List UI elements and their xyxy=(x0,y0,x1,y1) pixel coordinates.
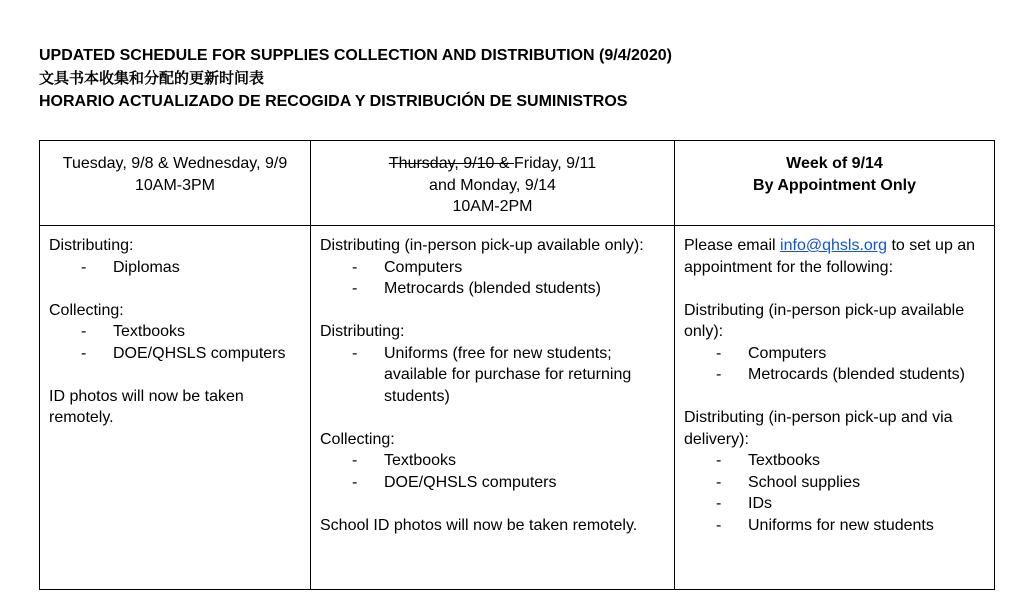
schedule-table xyxy=(39,140,995,590)
intro-text: Please email info@qhsls.org to set up an appointment for the following: xyxy=(684,237,976,276)
bullet-dash: - xyxy=(352,473,358,491)
bullet-dash: - xyxy=(352,258,358,276)
section-label: Collecting: xyxy=(320,430,395,448)
bullet-dash: - xyxy=(352,344,358,362)
bullet-dash: - xyxy=(352,280,358,297)
list-item: - Computers xyxy=(320,257,666,279)
list-item: - DOE/QHSLS computers xyxy=(49,343,302,365)
header-appointment: By Appointment Only xyxy=(753,176,916,194)
list-item: - Textbooks xyxy=(684,450,986,472)
content-cell-fri-mon xyxy=(311,226,675,590)
list-item: - Computers xyxy=(684,343,986,365)
bullet-dash: - xyxy=(352,452,358,469)
bullet-dash: - xyxy=(716,516,722,534)
list-item: - Textbooks xyxy=(49,321,302,343)
header-struck-thursday: Thursday, 9/10 & xyxy=(388,155,514,172)
list-item: - Textbooks xyxy=(320,450,666,472)
section-label: Distributing: xyxy=(320,323,405,340)
header-hours: 10AM-2PM xyxy=(452,198,533,215)
list-item: - Diplomas xyxy=(49,257,302,279)
email-link[interactable]: info@qhsls.org xyxy=(780,237,888,254)
bullet-dash: - xyxy=(81,258,87,276)
list-item: - Uniforms for new students xyxy=(684,515,986,537)
list-item: - DOE/QHSLS computers xyxy=(320,472,666,494)
list-item: - Metrocards (blended students) xyxy=(684,364,986,386)
section-label: Distributing (in-person pick-up available only): xyxy=(684,301,965,340)
bullet-dash: - xyxy=(716,344,722,362)
section-label: Collecting: xyxy=(49,301,124,319)
bullet-dash: - xyxy=(716,366,722,383)
header-row xyxy=(40,141,995,226)
header-cell-tue-wed xyxy=(40,141,311,226)
header-days xyxy=(311,153,674,175)
section-label: Distributing: xyxy=(49,237,134,254)
note-text: ID photos will now be taken remotely. xyxy=(49,387,244,426)
list-item: - IDs xyxy=(684,493,986,515)
content-cell-tue-wed xyxy=(40,226,311,590)
bullet-dash: - xyxy=(81,344,87,362)
list-item: - School supplies xyxy=(684,472,986,494)
bullet-dash: - xyxy=(716,452,722,469)
title-chinese: 文具书本收集和分配的更新时间表 xyxy=(39,69,265,87)
title-english: UPDATED SCHEDULE FOR SUPPLIES COLLECTION AND DISTRIBUTION (9/4/2020) xyxy=(39,47,672,64)
header-cell-week xyxy=(675,141,995,226)
title-spanish: HORARIO ACTUALIZADO DE RECOGIDA Y DISTRIBUCIÓN DE SUMINISTROS xyxy=(39,93,628,110)
header-cell-fri-mon xyxy=(311,141,675,226)
content-row xyxy=(40,226,995,590)
bullet-dash: - xyxy=(716,495,722,512)
header-days: Tuesday, 9/8 & Wednesday, 9/9 xyxy=(62,155,288,172)
section-label: Distributing (in-person pick-up available only): xyxy=(320,237,644,254)
bullet-dash: - xyxy=(81,323,87,340)
bullet-dash: - xyxy=(716,473,722,491)
list-item: - Uniforms (free for new students; available for purchase for returning students) xyxy=(320,343,666,408)
note-text: School ID photos will now be taken remotely. xyxy=(320,516,638,534)
header-hours: 10AM-3PM xyxy=(134,176,216,194)
header-week: Week of 9/14 xyxy=(786,155,883,172)
content-cell-week xyxy=(675,226,995,590)
section-label: Distributing (in-person pick-up and via delivery): xyxy=(684,409,953,448)
document-titles xyxy=(39,44,672,113)
list-item: - Metrocards (blended students) xyxy=(320,278,666,300)
header-monday: and Monday, 9/14 xyxy=(429,176,556,194)
header-friday: Friday, 9/11 xyxy=(514,155,597,172)
